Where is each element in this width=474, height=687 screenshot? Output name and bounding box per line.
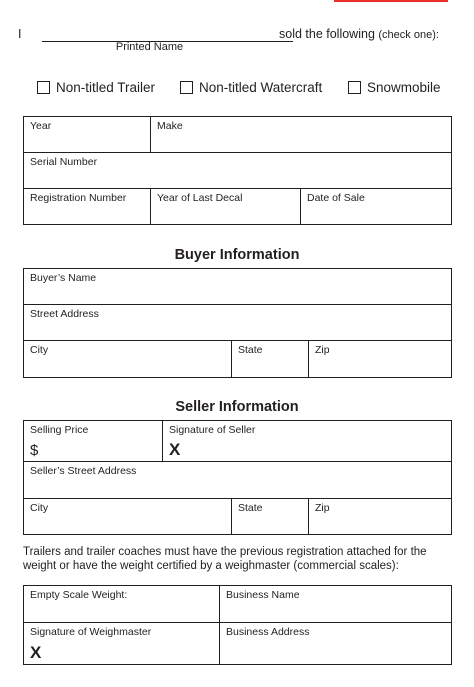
printed-name-caption: Printed Name <box>115 41 184 53</box>
seller-zip-field[interactable]: Zip <box>309 499 452 535</box>
year-field[interactable]: Year <box>24 117 151 153</box>
option-non-titled-trailer[interactable] <box>37 80 155 95</box>
signature-x-mark: X <box>30 643 42 662</box>
seller-city-field[interactable]: City <box>24 499 232 535</box>
dollar-sign: $ <box>30 442 39 459</box>
seller-state-field[interactable]: State <box>232 499 309 535</box>
buyer-name-field[interactable]: Buyer’s Name <box>24 269 452 305</box>
business-address-field[interactable]: Business Address <box>220 623 452 665</box>
seller-signature-field[interactable]: Signature of Seller X <box>163 421 452 462</box>
seller-section-title: Seller Information <box>175 399 299 415</box>
empty-scale-weight-field[interactable]: Empty Scale Weight: <box>24 586 220 623</box>
checkbox-icon[interactable] <box>348 81 361 94</box>
seller-street-address-field[interactable]: Seller’s Street Address <box>24 462 452 499</box>
buyer-state-field[interactable]: State <box>232 341 309 378</box>
year-of-last-decal-field[interactable]: Year of Last Decal <box>151 189 301 225</box>
registration-number-field[interactable]: Registration Number <box>24 189 151 225</box>
seller-info-table <box>23 420 452 535</box>
option-label: Non-titled Watercraft <box>199 80 323 95</box>
sold-statement: sold the following (check one): <box>279 27 439 41</box>
item-type-options <box>0 80 474 100</box>
date-of-sale-field[interactable]: Date of Sale <box>301 189 452 225</box>
weighmaster-table <box>23 585 452 665</box>
checkbox-icon[interactable] <box>180 81 193 94</box>
option-non-titled-watercraft[interactable] <box>180 80 322 95</box>
signature-x-mark: X <box>169 440 181 459</box>
pronoun-label: I <box>18 27 22 41</box>
checkbox-icon[interactable] <box>37 81 50 94</box>
option-label: Non-titled Trailer <box>56 80 156 95</box>
option-snowmobile[interactable] <box>348 80 441 95</box>
business-name-field[interactable]: Business Name <box>220 586 452 623</box>
buyer-section-title: Buyer Information <box>174 247 300 263</box>
selling-price-field[interactable]: Selling Price $ <box>24 421 163 462</box>
buyer-info-table <box>23 268 452 378</box>
check-one-hint: (check one): <box>378 29 439 41</box>
buyer-zip-field[interactable]: Zip <box>309 341 452 378</box>
buyer-city-field[interactable]: City <box>24 341 232 378</box>
vehicle-info-table <box>23 116 452 225</box>
top-red-bar <box>334 0 448 2</box>
serial-number-field[interactable]: Serial Number <box>24 153 452 189</box>
weight-certification-note: Trailers and trailer coaches must have the previous registration attached for the weight or have the weight certified by a weighmaster (commercial scales): <box>23 546 427 572</box>
buyer-street-address-field[interactable]: Street Address <box>24 305 452 341</box>
option-label: Snowmobile <box>367 80 441 95</box>
make-field[interactable]: Make <box>151 117 452 153</box>
weighmaster-signature-field[interactable]: Signature of Weighmaster X <box>24 623 220 665</box>
